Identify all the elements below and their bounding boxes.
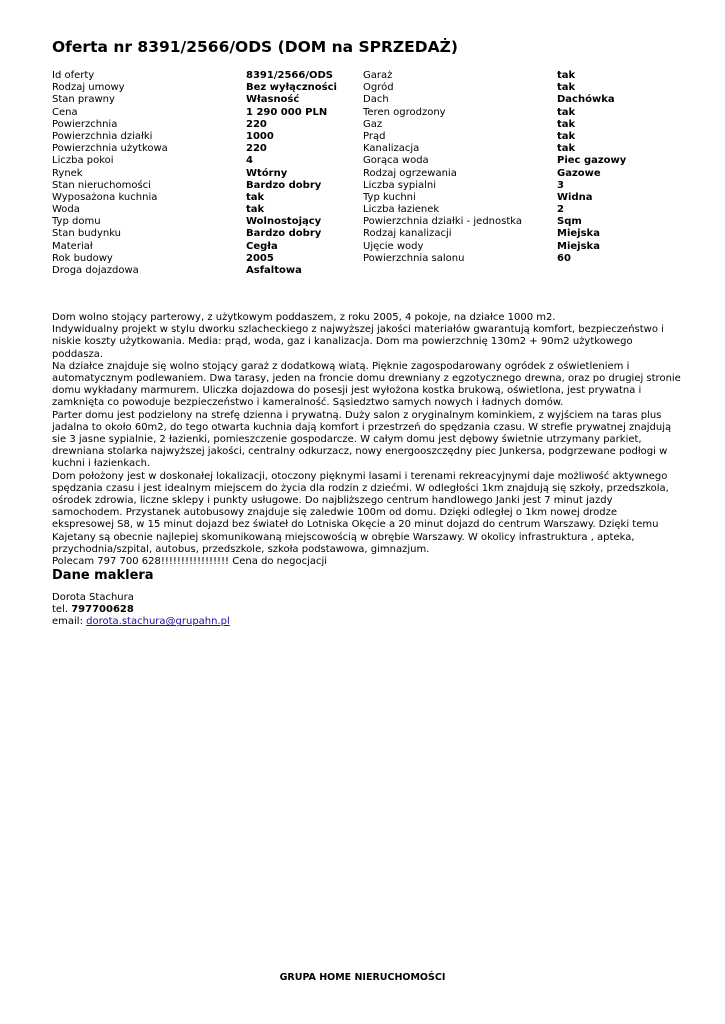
detail-row xyxy=(363,180,626,192)
detail-label: Teren ogrodzony xyxy=(363,106,446,118)
detail-row xyxy=(52,107,337,119)
broker-phone-row xyxy=(52,604,230,616)
detail-value: tak xyxy=(246,191,265,203)
detail-label: Rynek xyxy=(52,167,83,179)
detail-row xyxy=(52,143,337,155)
description-paragraph: Polecam 797 700 628!!!!!!!!!!!!!!!!! Cena do negocjacji xyxy=(52,556,328,568)
detail-row xyxy=(363,131,626,143)
detail-value: 4 xyxy=(246,155,253,167)
detail-row xyxy=(363,204,626,216)
detail-label: Powierzchnia xyxy=(52,118,118,130)
detail-value: tak xyxy=(557,143,576,155)
detail-label: Kanalizacja xyxy=(363,143,420,155)
detail-label: Stan budynku xyxy=(52,228,122,240)
detail-value: tak xyxy=(557,70,576,81)
detail-row xyxy=(52,82,337,94)
detail-value: Miejska xyxy=(557,240,600,252)
detail-value: Wolnostojący xyxy=(246,216,322,228)
detail-row xyxy=(363,241,626,253)
detail-row xyxy=(363,70,626,82)
detail-value: tak xyxy=(557,130,576,142)
detail-value: 2005 xyxy=(246,252,274,264)
description-paragraph: Indywidualny projekt w stylu dworku szlacheckiego z najwyższej jakości materiałów gwarantują komfort, bezpieczeństwo i niskie koszty użytkowania. Media: prąd, woda, gaz i kanalizacja. Dom ma powierzchnię 130m2 + 90m2 użytkowego poddasza. xyxy=(52,324,664,360)
detail-label: Woda xyxy=(52,204,80,216)
detail-row xyxy=(363,119,626,131)
detail-value: Bez wyłączności xyxy=(246,82,337,94)
detail-row xyxy=(52,216,337,228)
detail-row xyxy=(52,155,337,167)
detail-label: Ogród xyxy=(363,82,394,94)
offer-details-left xyxy=(52,70,337,277)
detail-row xyxy=(52,180,337,192)
detail-row xyxy=(363,192,626,204)
detail-label: Materiał xyxy=(52,240,93,252)
detail-row xyxy=(363,216,626,228)
detail-label: Rodzaj kanalizacji xyxy=(363,228,452,240)
detail-label: Wyposażona kuchnia xyxy=(52,191,158,203)
detail-value: Bardzo dobry xyxy=(246,179,322,191)
detail-row xyxy=(52,119,337,131)
broker-email-link[interactable]: dorota.stachura@grupahn.pl xyxy=(86,616,230,628)
detail-value: Sqm xyxy=(557,216,582,228)
detail-value: Gazowe xyxy=(557,167,601,179)
detail-row xyxy=(363,107,626,119)
broker-heading: Dane maklera xyxy=(52,568,154,583)
detail-row xyxy=(52,253,337,265)
detail-label: Stan prawny xyxy=(52,94,115,106)
broker-details xyxy=(52,592,230,629)
detail-label: Dach xyxy=(363,94,389,106)
detail-label: Rodzaj ogrzewania xyxy=(363,167,457,179)
detail-value: 3 xyxy=(557,179,564,191)
detail-row xyxy=(363,168,626,180)
broker-phone-label: tel. xyxy=(52,604,69,616)
detail-label: Powierzchnia działki xyxy=(52,130,153,142)
description-paragraph: Dom położony jest w doskonałej lokalizacji, otoczony pięknymi lasami i terenami rekreacyjnymi daje możliwość aktywnego spędzania czasu i jest idealnym miejscem do życia dla rodzin z dziećmi. W odległości 1km znajdują się szkoły, przedszkola, ośrodek zdrowia, liczne sklepy i punkty usługowe. Do najbliższego centrum handlowego Janki jest 7 minut jazdy samochodem. Przystanek autobusowy znajduje się zaledwie 100m od domu. Dzięki odległej o 1km nowej drodze ekspresowej S8, w 15 minut dojazd bez świateł do Lotniska Okęcie a 20 minut dojazd do centrum Warszawy. Dzięki temu Kajetany są obecnie najlepiej skomunikowaną miejscowością w obrębie Warszawy. W okolicy infrastruktura , apteka, przychodnia/szpital, autobus, przedszkole, szkoła podstawowa, gimnazjum. xyxy=(52,470,669,555)
detail-label: Garaż xyxy=(363,70,393,81)
broker-email-row xyxy=(52,616,230,628)
detail-label: Liczba sypialni xyxy=(363,179,437,191)
detail-value: Widna xyxy=(557,191,593,203)
offer-details-right xyxy=(363,70,626,265)
detail-value: Wtórny xyxy=(246,167,288,179)
detail-value: Własność xyxy=(246,94,300,106)
detail-label: Rodzaj umowy xyxy=(52,82,125,94)
detail-row xyxy=(363,82,626,94)
detail-value: tak xyxy=(557,82,576,94)
detail-row xyxy=(363,143,626,155)
description-paragraph: Dom wolno stojący parterowy, z użytkowym poddaszem, z roku 2005, 4 pokoje, na działce 1000 m2. xyxy=(52,312,556,323)
detail-value: Bardzo dobry xyxy=(246,228,322,240)
offer-description xyxy=(52,312,682,568)
detail-row xyxy=(52,241,337,253)
description-paragraph: Na działce znajduje się wolno stojący garaż z dodatkową wiatą. Pięknie zagospodarowany ogródek z oświetleniem i automatycznym podlewaniem. Dwa tarasy, jeden na froncie domu drewniany z egzotycznego drewna, oraz po drugiej stronie domu wykładany marmurem. Uliczka dojazdowa do posesji jest wyłożona kostka brukową, oświetlona, jest prywatna i zamknięta co powoduje bezpieczeństwo i kameralność. Sąsiedztwo samych nowych i ładnych domów. xyxy=(52,360,681,409)
detail-row xyxy=(52,204,337,216)
detail-row xyxy=(363,94,626,106)
detail-row xyxy=(52,94,337,106)
detail-label: Liczba łazienek xyxy=(363,204,440,216)
detail-value: 8391/2566/ODS xyxy=(246,70,333,81)
detail-value: 1000 xyxy=(246,130,274,142)
detail-label: Gaz xyxy=(363,118,383,130)
detail-row xyxy=(52,131,337,143)
detail-row xyxy=(52,228,337,240)
detail-row xyxy=(52,168,337,180)
detail-label: Typ domu xyxy=(52,216,101,228)
detail-label: Powierzchnia użytkowa xyxy=(52,143,168,155)
detail-row xyxy=(52,70,337,82)
broker-email-label: email: xyxy=(52,616,83,628)
detail-value: tak xyxy=(557,106,576,118)
detail-label: Powierzchnia działki - jednostka xyxy=(363,216,523,228)
detail-value: tak xyxy=(246,204,265,216)
page-title: Oferta nr 8391/2566/ODS (DOM na SPRZEDAŻ) xyxy=(52,38,458,56)
detail-value: 1 290 000 PLN xyxy=(246,106,328,118)
detail-label: Ujęcie wody xyxy=(363,240,424,252)
detail-label: Cena xyxy=(52,106,78,118)
detail-value: 220 xyxy=(246,118,267,130)
footer-company-name: GRUPA HOME NIERUCHOMOŚCI xyxy=(279,972,446,983)
detail-value: tak xyxy=(557,118,576,130)
detail-label: Liczba pokoi xyxy=(52,155,114,167)
detail-value: 220 xyxy=(246,143,267,155)
detail-row xyxy=(52,192,337,204)
detail-row xyxy=(363,155,626,167)
broker-phone: 797700628 xyxy=(71,604,134,616)
broker-name: Dorota Stachura xyxy=(52,592,134,603)
detail-row xyxy=(363,253,626,265)
detail-row xyxy=(52,265,337,277)
detail-value: Cegła xyxy=(246,240,278,252)
detail-row xyxy=(363,228,626,240)
detail-value: Piec gazowy xyxy=(557,155,627,167)
detail-value: 2 xyxy=(557,204,564,216)
detail-label: Rok budowy xyxy=(52,252,113,264)
detail-label: Powierzchnia salonu xyxy=(363,252,465,264)
detail-label: Droga dojazdowa xyxy=(52,265,139,276)
detail-value: Asfaltowa xyxy=(246,265,302,276)
detail-label: Id oferty xyxy=(52,70,95,81)
detail-value: 60 xyxy=(557,252,571,264)
detail-value: Dachówka xyxy=(557,94,615,106)
detail-label: Gorąca woda xyxy=(363,155,429,167)
detail-value: Miejska xyxy=(557,228,600,240)
detail-label: Stan nieruchomości xyxy=(52,179,151,191)
detail-label: Typ kuchni xyxy=(363,191,416,203)
detail-label: Prąd xyxy=(363,130,386,142)
description-paragraph: Parter domu jest podzielony na strefę dzienna i prywatną. Duży salon z oryginalnym kominkiem, z wyjściem na taras plus jadalna to około 60m2, do tego otwarta kuchnia dają komfort i przestrzeń do spędzania czasu. W strefie prywatnej znajdują sie 3 jasne sypialnie, 2 łazienki, pomieszczenie gospodarcze. W całym domu jest dębowy świetnie utrzymany parkiet, drewniana stolarka najwyższej jakości, centralny odkurzacz, nowy energooszczędny piec Junkersa, podgrzewane podłogi w kuchni i łazienkach. xyxy=(52,409,672,470)
